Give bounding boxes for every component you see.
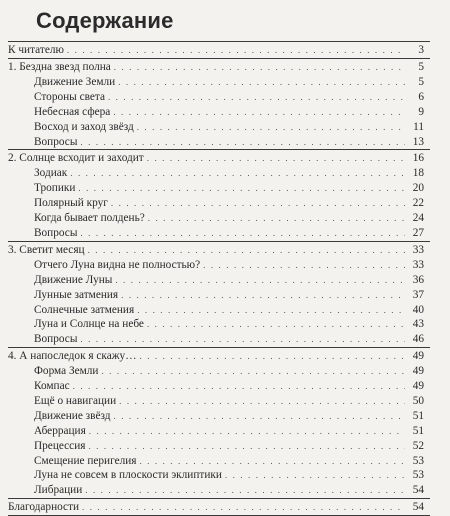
toc-section bbox=[8, 499, 430, 515]
dot-leader bbox=[88, 439, 405, 454]
toc-page-number: 5 bbox=[418, 61, 424, 73]
toc-page-number: 46 bbox=[412, 333, 424, 346]
dot-leader bbox=[121, 288, 405, 303]
toc-entry-title: Лунные затмения bbox=[34, 288, 119, 301]
toc-page-number: 36 bbox=[412, 273, 424, 286]
dot-leader bbox=[114, 59, 405, 75]
dot-leader bbox=[70, 166, 405, 181]
toc-entry-title: Восход и заход звёзд bbox=[34, 120, 134, 133]
toc-page-number: 53 bbox=[412, 469, 424, 482]
toc-page-number: 18 bbox=[412, 167, 424, 180]
toc-subentry[interactable] bbox=[8, 394, 430, 409]
dot-leader bbox=[88, 242, 405, 258]
dot-leader bbox=[82, 499, 405, 515]
toc-section bbox=[8, 242, 430, 348]
dot-leader bbox=[203, 258, 405, 273]
toc-subentry[interactable] bbox=[8, 454, 430, 469]
toc-page-number: 54 bbox=[412, 501, 424, 514]
toc-page-number: 3 bbox=[418, 44, 424, 56]
toc-subentry[interactable] bbox=[8, 288, 430, 303]
toc-entry-title: Вопросы bbox=[34, 333, 78, 346]
toc-chapter[interactable] bbox=[8, 42, 430, 58]
toc-chapter[interactable] bbox=[8, 150, 430, 166]
toc-entry-title: Луна не совсем в плоскости эклиптики bbox=[34, 469, 222, 482]
dot-leader bbox=[108, 90, 405, 105]
toc-entry-title: Тропики bbox=[34, 182, 76, 195]
toc-page-number: 33 bbox=[412, 258, 424, 271]
toc-entry-title: К читателю bbox=[8, 44, 64, 56]
toc-page-number: 22 bbox=[412, 197, 424, 210]
dot-leader bbox=[78, 181, 405, 196]
dot-leader bbox=[148, 211, 405, 226]
toc-page-number: 53 bbox=[412, 454, 424, 467]
toc-entry-title: Благодарности bbox=[8, 501, 80, 514]
toc-subentry[interactable] bbox=[8, 409, 430, 424]
toc-page-number: 49 bbox=[412, 350, 424, 363]
toc-subentry[interactable] bbox=[8, 181, 430, 196]
toc-entry-title: 2. Солнце всходит и заходит bbox=[8, 152, 144, 165]
toc-subentry[interactable] bbox=[8, 364, 430, 379]
toc-page-number: 13 bbox=[412, 135, 424, 148]
dot-leader bbox=[225, 468, 405, 483]
toc-page-number: 40 bbox=[412, 303, 424, 316]
toc-section bbox=[8, 150, 430, 241]
toc-subentry[interactable] bbox=[8, 273, 430, 288]
dot-leader bbox=[113, 105, 405, 120]
page-title: Содержание bbox=[36, 8, 174, 33]
toc-entry-title: Смещение перигелия bbox=[34, 454, 137, 467]
toc-entry-title: Прецессия bbox=[34, 439, 86, 452]
toc-subentry[interactable] bbox=[8, 439, 430, 454]
toc-subentry[interactable] bbox=[8, 211, 430, 226]
toc-entry-title: 1. Бездна звезд полна bbox=[8, 61, 111, 73]
toc-page-number: 27 bbox=[412, 227, 424, 240]
toc-page-number: 52 bbox=[412, 439, 424, 452]
dot-leader bbox=[147, 150, 405, 166]
dot-leader bbox=[119, 394, 405, 409]
toc-entry-title: Когда бывает полдень? bbox=[34, 212, 145, 225]
toc-subentry[interactable] bbox=[8, 303, 430, 318]
dot-leader bbox=[80, 332, 405, 347]
toc-entry-title: Полярный круг bbox=[34, 197, 108, 210]
toc-section bbox=[8, 42, 430, 59]
toc-chapter[interactable] bbox=[8, 348, 430, 364]
toc-subentry[interactable] bbox=[8, 332, 430, 347]
toc-section bbox=[8, 59, 430, 150]
dot-leader bbox=[80, 226, 405, 241]
toc-subentry[interactable] bbox=[8, 317, 430, 332]
toc-page-number: 6 bbox=[418, 90, 424, 103]
dot-leader bbox=[139, 454, 405, 469]
toc-subentry[interactable] bbox=[8, 226, 430, 241]
toc-entry-title: Либрации bbox=[34, 484, 83, 497]
toc-entry-title: Вопросы bbox=[34, 135, 78, 148]
dot-leader bbox=[67, 42, 405, 58]
toc-page-number: 49 bbox=[412, 380, 424, 393]
toc-subentry[interactable] bbox=[8, 120, 430, 135]
toc-entry-title: 3. Светит месяц bbox=[8, 243, 85, 256]
dot-leader bbox=[114, 409, 405, 424]
toc-page-number: 43 bbox=[412, 318, 424, 331]
dot-leader bbox=[140, 348, 405, 364]
toc-entry-title: Аберрация bbox=[34, 424, 86, 437]
toc-entry-title: Движение Земли bbox=[34, 76, 116, 88]
toc-subentry[interactable] bbox=[8, 166, 430, 181]
dot-leader bbox=[147, 317, 405, 332]
toc-subentry[interactable] bbox=[8, 258, 430, 273]
toc-page-number: 50 bbox=[412, 395, 424, 408]
toc-entry-title: Небесная сфера bbox=[34, 105, 111, 118]
toc-subentry[interactable] bbox=[8, 424, 430, 439]
toc-page-number: 20 bbox=[412, 182, 424, 195]
toc-subentry[interactable] bbox=[8, 90, 430, 105]
toc-entry-title: Отчего Луна видна не полностью? bbox=[34, 258, 201, 271]
toc-page-number: 11 bbox=[413, 120, 424, 133]
table-of-contents bbox=[8, 41, 430, 516]
dot-leader bbox=[89, 424, 405, 439]
toc-subentry[interactable] bbox=[8, 75, 430, 90]
toc-entry-title: Ещё о навигации bbox=[34, 395, 117, 408]
toc-page-number: 54 bbox=[412, 484, 424, 497]
toc-entry-title: Движение звёзд bbox=[34, 409, 111, 422]
toc-page-number: 16 bbox=[412, 152, 424, 165]
toc-entry-title: 4. А напоследок я скажу… bbox=[8, 350, 137, 363]
dot-leader bbox=[73, 379, 405, 394]
dot-leader bbox=[85, 483, 405, 498]
dot-leader bbox=[111, 196, 405, 211]
dot-leader bbox=[101, 364, 405, 379]
toc-chapter[interactable] bbox=[8, 59, 430, 75]
toc-entry-title: Зодиак bbox=[34, 167, 68, 180]
toc-page-number: 5 bbox=[418, 76, 424, 88]
toc-entry-title: Компас bbox=[34, 380, 70, 393]
dot-leader bbox=[137, 303, 405, 318]
toc-page-number: 24 bbox=[412, 212, 424, 225]
toc-page-number: 51 bbox=[412, 424, 424, 437]
toc-entry-title: Вопросы bbox=[34, 227, 78, 240]
toc-entry-title: Стороны света bbox=[34, 90, 105, 103]
toc-subentry[interactable] bbox=[8, 105, 430, 120]
toc-page-number: 37 bbox=[412, 288, 424, 301]
toc-subentry[interactable] bbox=[8, 135, 430, 150]
dot-leader bbox=[137, 120, 405, 135]
toc-subentry[interactable] bbox=[8, 379, 430, 394]
toc-entry-title: Движение Луны bbox=[34, 273, 113, 286]
toc-entry-title: Форма Земли bbox=[34, 365, 99, 378]
toc-subentry[interactable] bbox=[8, 468, 430, 483]
toc-page-number: 33 bbox=[412, 243, 424, 256]
dot-leader bbox=[80, 135, 405, 150]
toc-subentry[interactable] bbox=[8, 196, 430, 211]
toc-entry-title: Луна и Солнце на небе bbox=[34, 318, 144, 331]
toc-entry-title: Солнечные затмения bbox=[34, 303, 135, 316]
dot-leader bbox=[115, 273, 405, 288]
toc-chapter[interactable] bbox=[8, 499, 430, 515]
toc-subentry[interactable] bbox=[8, 483, 430, 498]
toc-page-number: 9 bbox=[418, 105, 424, 118]
toc-section bbox=[8, 348, 430, 499]
toc-page-number: 51 bbox=[412, 409, 424, 422]
toc-page-number: 49 bbox=[412, 365, 424, 378]
toc-chapter[interactable] bbox=[8, 242, 430, 258]
dot-leader bbox=[118, 75, 405, 90]
